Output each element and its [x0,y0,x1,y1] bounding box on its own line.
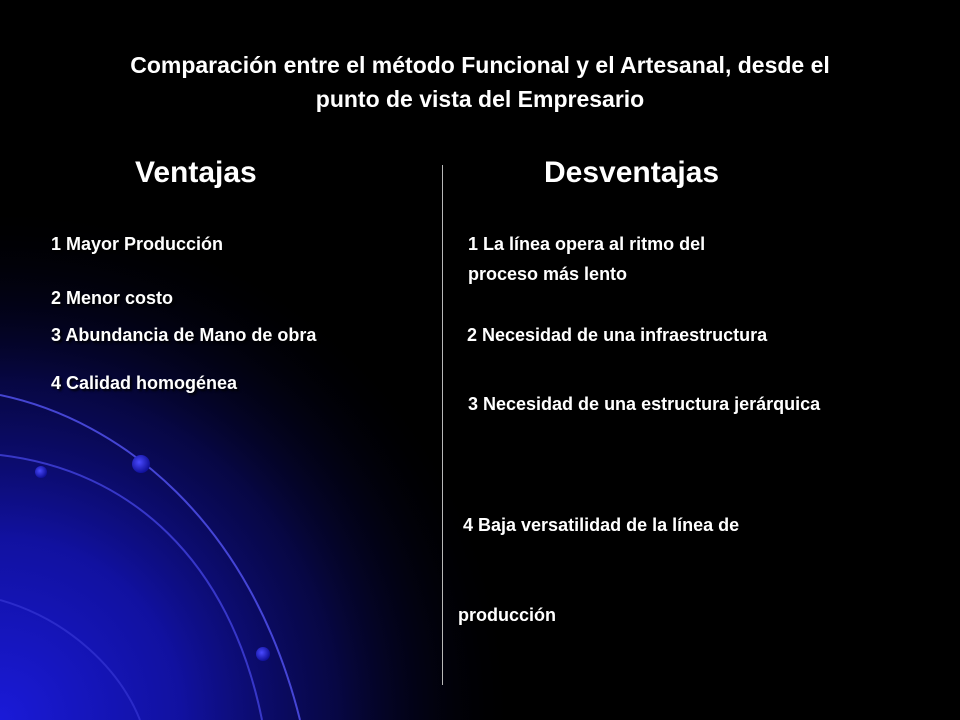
decorative-dot-1 [132,455,150,473]
desventaja-item-4-line-1: 4 Baja versatilidad de la línea de [458,515,740,535]
slide-title-line-2: punto de vista del Empresario [315,86,645,112]
slide-title [40,48,920,116]
ventajas-heading: Ventajas [135,156,257,189]
decorative-dot-3 [256,647,270,661]
ventaja-item-3: 3 Abundancia de Mano de obra [51,325,317,345]
desventaja-item-1 [468,229,705,289]
desventajas-heading: Desventajas [544,156,720,189]
desventaja-item-1-line-1: 1 La línea opera al ritmo del [468,234,706,254]
desventaja-item-4-line-2: producción [458,605,556,625]
desventaja-item-1-line-2: proceso más lento [468,264,628,284]
ventaja-item-1: 1 Mayor Producción [51,234,224,254]
desventaja-item-2: 2 Necesidad de una infraestructura [467,325,768,345]
column-divider [442,165,443,685]
ventaja-item-2: 2 Menor costo [51,288,174,308]
ventaja-item-4: 4 Calidad homogénea [51,373,238,393]
slide-title-line-1: Comparación entre el método Funcional y el Artesanal, desde el [130,52,830,78]
desventaja-item-4 [458,450,739,690]
desventaja-item-3: 3 Necesidad de una estructura jerárquica [468,394,821,414]
decorative-dot-2 [35,466,47,478]
